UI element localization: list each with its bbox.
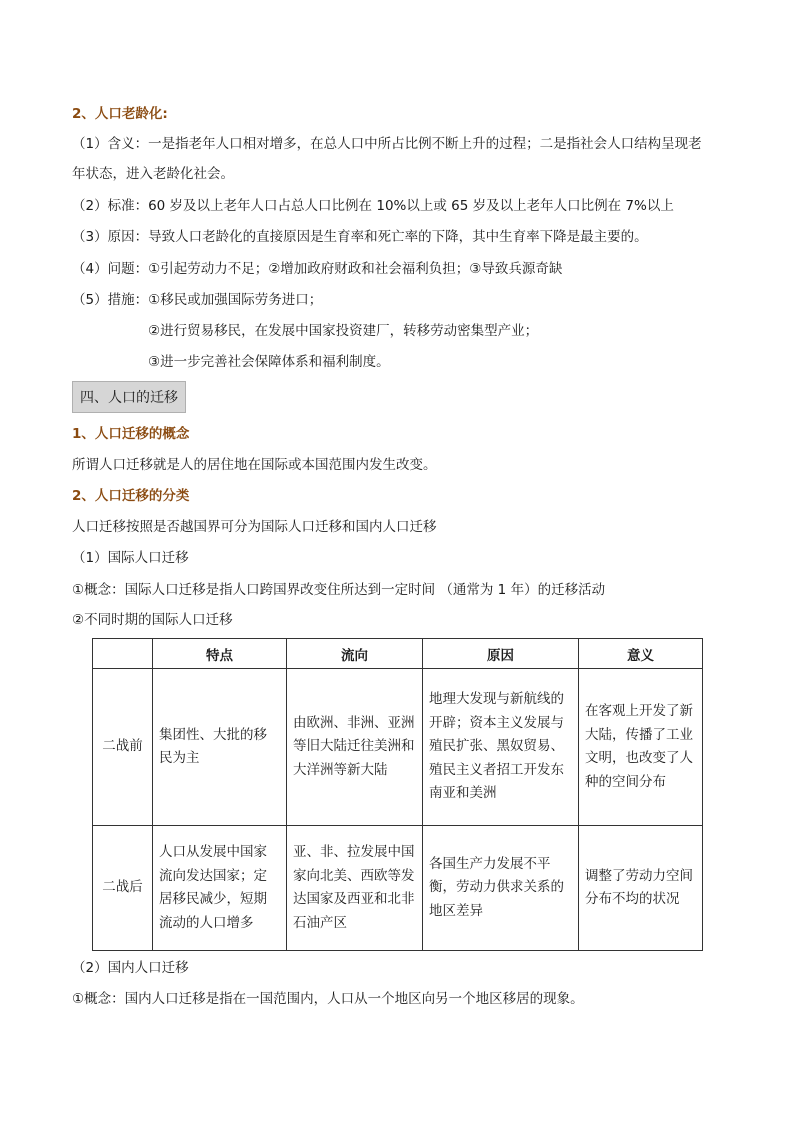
- classification-heading: 2、人口迁移的分类: [72, 488, 190, 504]
- feature-cell: 集团性、大批的移民为主: [153, 669, 287, 826]
- intl-migration-periods: ②不同时期的国际人口迁移: [72, 612, 233, 628]
- reason-cell: 各国生产力发展不平衡，劳动力供求关系的地区差异: [423, 826, 579, 951]
- aging-measures-1: （5）措施：①移民或加强国际劳务进口；: [72, 292, 323, 308]
- domestic-migration-concept: ①概念：国内人口迁移是指在一国范围内，人口从一个地区向另一个地区移居的现象。: [72, 991, 584, 1007]
- flow-cell: 由欧洲、非洲、亚洲等旧大陆迁往美洲和大洋洲等新大陆: [287, 669, 423, 826]
- meaning-cell: 在客观上开发了新大陆，传播了工业文明，也改变了人种的空间分布: [579, 669, 703, 826]
- flow-cell: 亚、非、拉发展中国家向北美、西欧等发达国家及西亚和北非石油产区: [287, 826, 423, 951]
- header-meaning: 意义: [579, 639, 703, 669]
- aging-problems: （4）问题：①引起劳动力不足；②增加政府财政和社会福利负担；③导致兵源奇缺: [72, 261, 563, 277]
- domestic-migration-label: （2）国内人口迁移: [72, 960, 189, 976]
- migration-table: [92, 638, 703, 951]
- concept-heading: 1、人口迁移的概念: [72, 426, 190, 442]
- classification-text: 人口迁移按照是否越国界可分为国际人口迁移和国内人口迁移: [72, 519, 437, 535]
- period-cell: 二战后: [93, 826, 153, 951]
- table-header-row: [93, 639, 703, 669]
- header-reason: 原因: [423, 639, 579, 669]
- aging-measures-2: ②进行贸易移民，在发展中国家投资建厂，转移劳动密集型产业；: [148, 323, 539, 339]
- table-row: [93, 669, 703, 826]
- period-cell: 二战前: [93, 669, 153, 826]
- section-title-box: [72, 381, 186, 413]
- meaning-cell: 调整了劳动力空间分布不均的状况: [579, 826, 703, 951]
- concept-text: 所谓人口迁移就是人的居住地在国际或本国范围内发生改变。: [72, 457, 437, 473]
- header-feature: 特点: [153, 639, 287, 669]
- aging-heading: 2、人口老龄化:: [72, 106, 168, 122]
- aging-meaning-line1: （1）含义：一是指老年人口相对增多，在总人口中所占比例不断上升的过程；二是指社会人口结构呈现老: [72, 136, 702, 152]
- intl-migration-label: （1）国际人口迁移: [72, 550, 189, 566]
- aging-measures-3: ③进一步完善社会保障体系和福利制度。: [148, 354, 390, 370]
- aging-meaning-line2: 年状态，进入老龄化社会。: [72, 166, 234, 182]
- header-blank: [93, 639, 153, 669]
- section-title: 四、人口的迁移: [80, 390, 178, 406]
- table-row: [93, 826, 703, 951]
- aging-cause: （3）原因：导致人口老龄化的直接原因是生育率和死亡率的下降，其中生育率下降是最主要的。: [72, 229, 648, 245]
- header-flow: 流向: [287, 639, 423, 669]
- aging-standard: （2）标准：60 岁及以上老年人口占总人口比例在 10%以上或 65 岁及以上老年人口比例在 7%以上: [72, 198, 674, 214]
- intl-migration-concept: ①概念：国际人口迁移是指人口跨国界改变住所达到一定时间 （通常为 1 年）的迁移活动: [72, 582, 606, 598]
- feature-cell: 人口从发展中国家流向发达国家；定居移民减少，短期流动的人口增多: [153, 826, 287, 951]
- reason-cell: 地理大发现与新航线的开辟；资本主义发展与殖民扩张、黑奴贸易、殖民主义者招工开发东南亚和美洲: [423, 669, 579, 826]
